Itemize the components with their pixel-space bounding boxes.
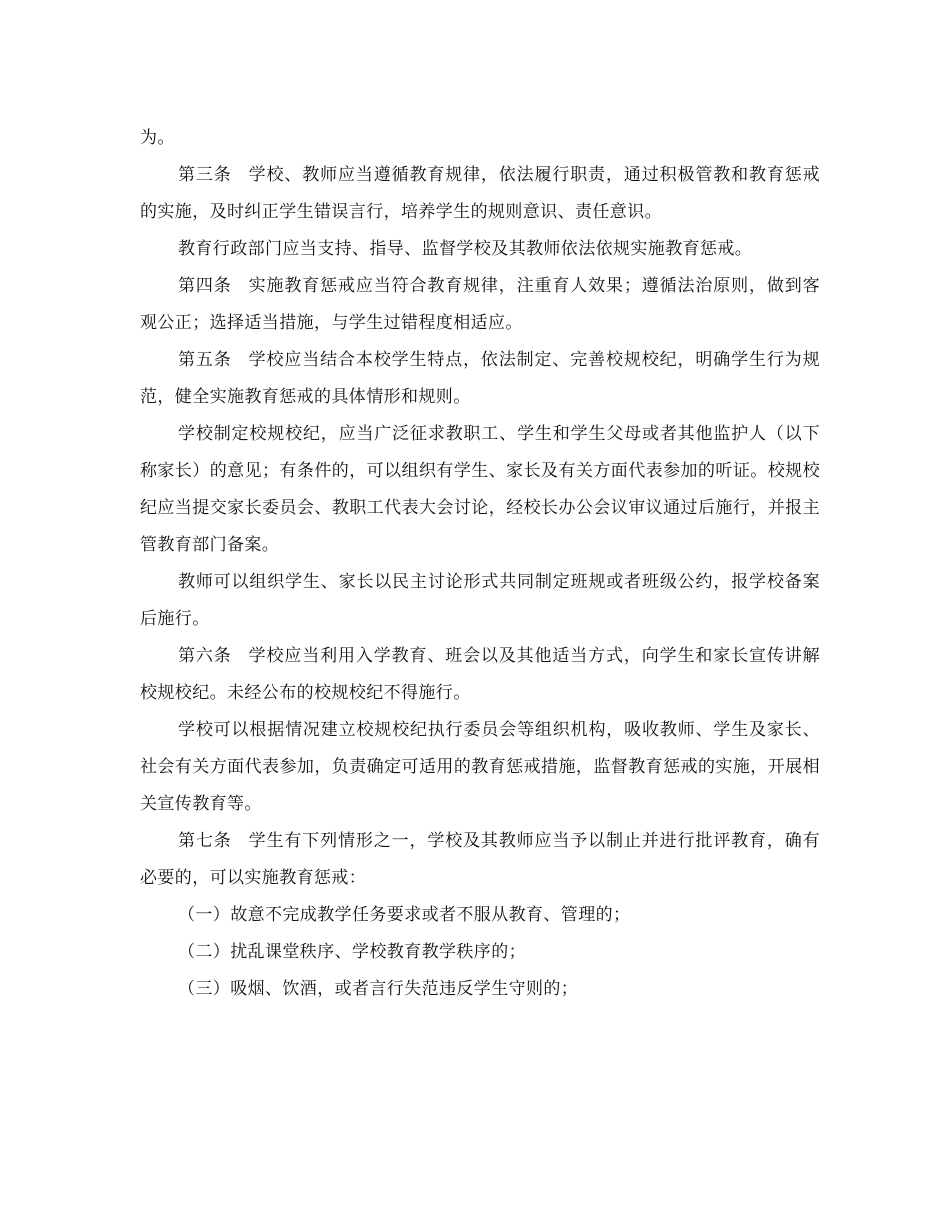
paragraph-text: 教育行政部门应当支持、指导、监督学校及其教师依法依规实施教育惩戒。 (178, 239, 753, 259)
article-text: 实施教育惩戒应当符合教育规律，注重育人效果；遵循法治原则，做到客观公正；选择适当措施，与学生过错程度相适应。 (140, 276, 820, 333)
article-4 (140, 268, 820, 342)
article-text: 学生有下列情形之一，学校及其教师应当予以制止并进行批评教育，确有必要的，可以实施教育惩戒： (140, 831, 820, 888)
article-heading: 第六条 (178, 646, 232, 666)
list-item (140, 897, 820, 934)
article-text: 学校应当利用入学教育、班会以及其他适当方式，向学生和家长宣传讲解校规校纪。未经公布的校规校纪不得施行。 (140, 646, 820, 703)
article-3 (140, 157, 820, 231)
paragraph-text: 学校制定校规校纪，应当广泛征求教职工、学生和学生父母或者其他监护人（以下称家长）的意见；有条件的，可以组织有学生、家长及有关方面代表参加的听证。校规校纪应当提交家长委员会、教职工代表大会讨论，经校长办公会议审议通过后施行，并报主管教育部门备案。 (140, 424, 820, 555)
paragraph-text: 教师可以组织学生、家长以民主讨论形式共同制定班规或者班级公约，报学校备案后施行。 (140, 572, 820, 629)
list-item (140, 971, 820, 1008)
document-body (140, 120, 820, 1008)
paragraph-body (140, 416, 820, 564)
paragraph-body (140, 231, 820, 268)
article-6 (140, 638, 820, 712)
paragraph-continuation (140, 120, 820, 157)
paragraph-body (140, 564, 820, 638)
paragraph-body (140, 712, 820, 823)
article-text: 学校应当结合本校学生特点，依法制定、完善校规校纪，明确学生行为规范，健全实施教育惩戒的具体情形和规则。 (140, 350, 820, 407)
article-heading: 第七条 (178, 831, 232, 851)
paragraph-text: 学校可以根据情况建立校规校纪执行委员会等组织机构，吸收教师、学生及家长、社会有关方面代表参加，负责确定可适用的教育惩戒措施，监督教育惩戒的实施，开展相关宣传教育等。 (140, 720, 820, 814)
list-item-text: （二）扰乱课堂秩序、学校教育教学秩序的； (178, 942, 526, 962)
article-text: 学校、教师应当遵循教育规律，依法履行职责，通过积极管教和教育惩戒的实施，及时纠正学生错误言行，培养学生的规则意识、责任意识。 (140, 165, 820, 222)
article-heading: 第三条 (178, 165, 232, 185)
article-heading: 第四条 (178, 276, 232, 296)
article-5 (140, 342, 820, 416)
article-7 (140, 823, 820, 897)
article-heading: 第五条 (178, 350, 232, 370)
paragraph-text: 为。 (140, 128, 175, 148)
list-item-text: （一）故意不完成教学任务要求或者不服从教育、管理的； (178, 905, 631, 925)
list-item-text: （三）吸烟、饮酒，或者言行失范违反学生守则的； (178, 979, 579, 999)
list-item (140, 934, 820, 971)
